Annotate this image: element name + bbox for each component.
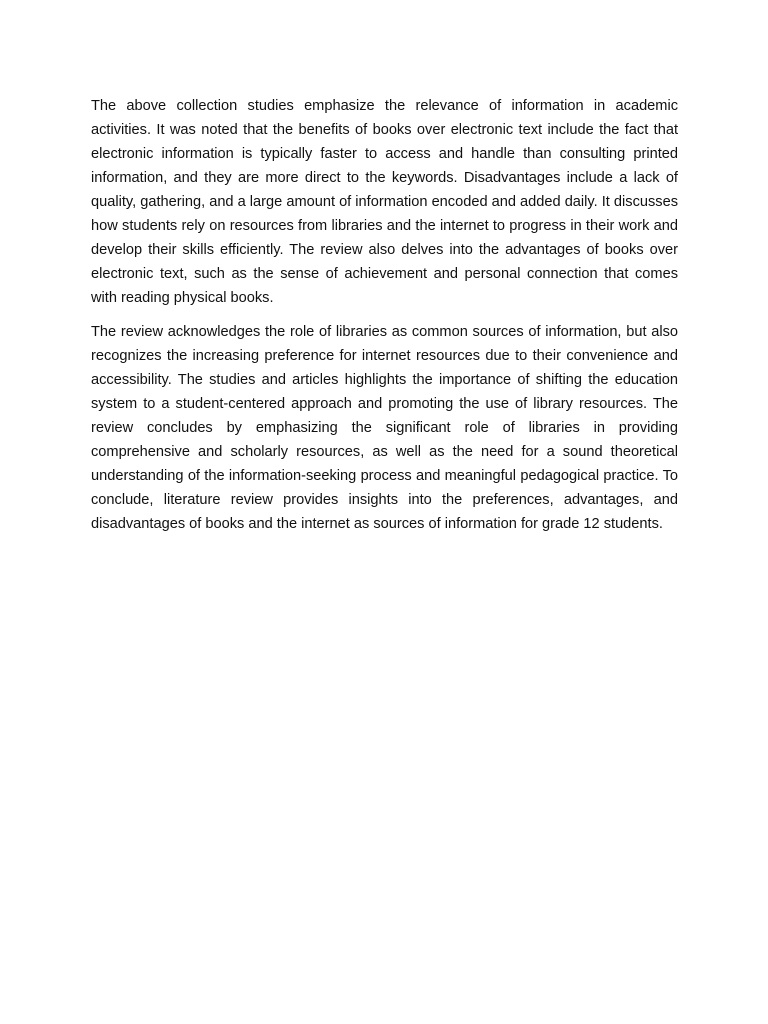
document-body [91, 94, 678, 546]
paragraph-1: The above collection studies emphasize the relevance of information in academic activities. It was noted that the benefits of books over electronic text include the fact that electronic information is typically faster to access and handle than consulting printed information, and they are more direct to the keywords. Disadvantages include a lack of quality, gathering, and a large amount of information encoded and added daily. It discusses how students rely on resources from libraries and the internet to progress in their work and develop their skills efficiently. The review also delves into the advantages of books over electronic text, such as the sense of achievement and personal connection that comes with reading physical books. [91, 98, 678, 306]
paragraph-2: The review acknowledges the role of libraries as common sources of information, but also recognizes the increasing preference for internet resources due to their convenience and accessibility. The studies and articles highlights the importance of shifting the education system to a student-centered approach and promoting the use of library resources. The review concludes by emphasizing the significant role of libraries in providing comprehensive and scholarly resources, as well as the need for a sound theoretical understanding of the information-seeking process and meaningful pedagogical practice. To conclude, literature review provides insights into the preferences, advantages, and disadvantages of books and the internet as sources of information for grade 12 students. [91, 324, 678, 532]
